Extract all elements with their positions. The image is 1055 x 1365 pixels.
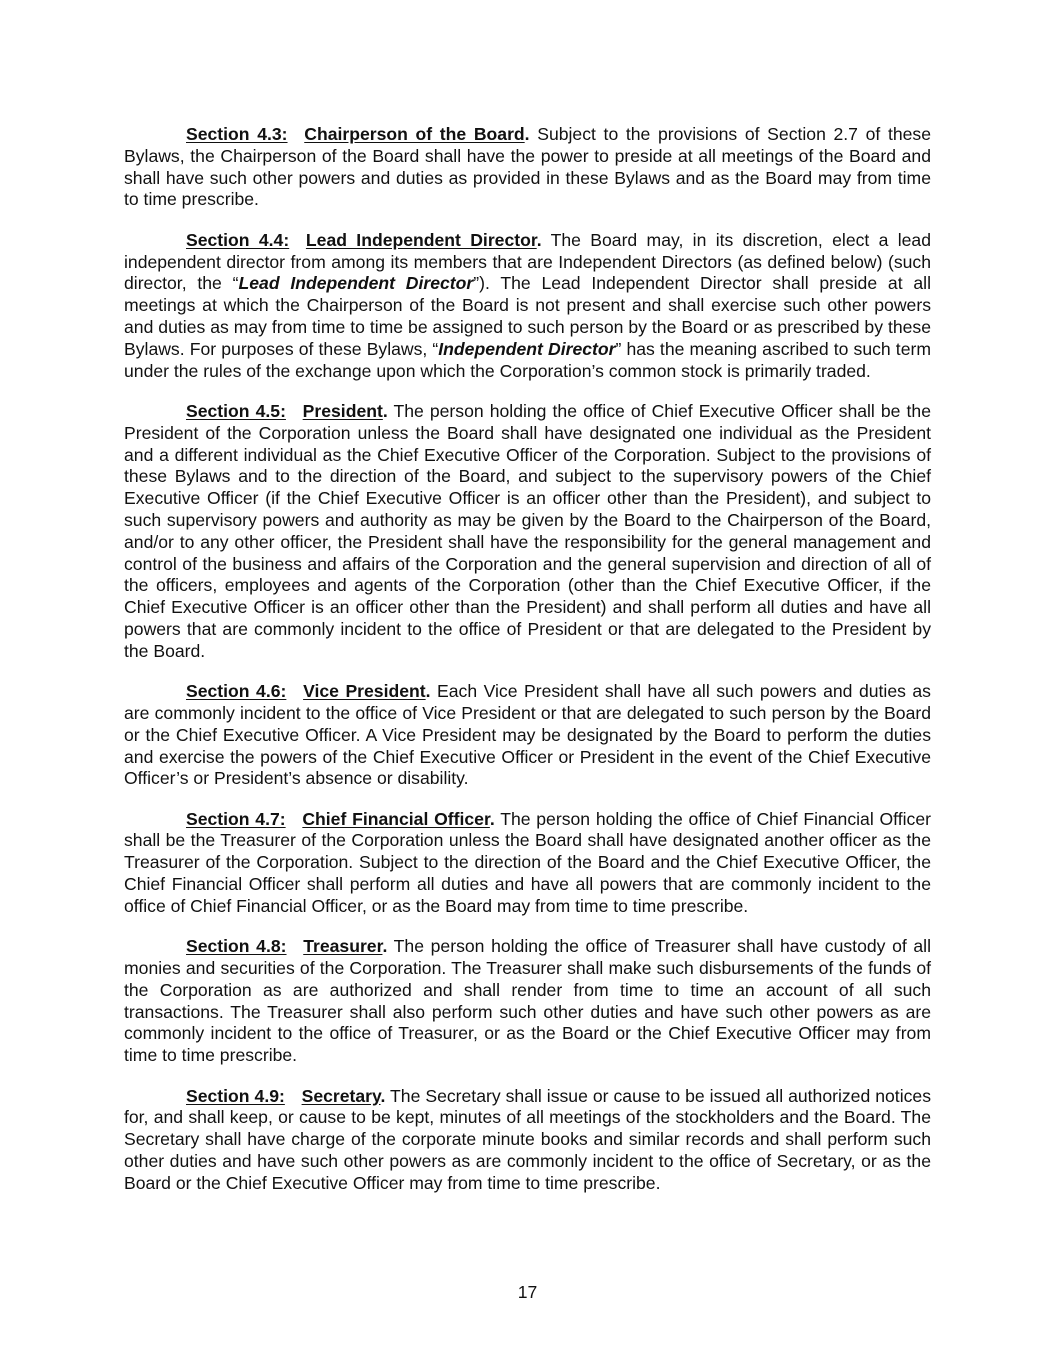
section-body: The person holding the office of Chief Executive Officer shall be the President of the Corporation unless the Board shall have designated one individual as the President and a different individual as the Chief Executive Officer of the Corporation. Subject to the provisions of these Bylaws and to the direction of the Board, and subject to the supervisory powers of the Chief Executive Officer (if the Chief Executive Officer is an officer other than the President), and subject to such supervisory powers and authority as may be given by the Board to the Chairperson of the Board, and/or to any other officer, the President shall have the responsibility for the general management and control of the business and affairs of the Corporation and the general supervision and direction of all of the officers, employees and agents of the Corporation (other than the Chief Executive Officer, if the Chief Executive Officer is an officer other than the President) and shall perform all duties and have all powers that are commonly incident to the office of President or that are delegated to the President by the Board. xyxy=(124,400,931,661)
section-title: Treasurer xyxy=(303,936,383,957)
section-title: Vice President xyxy=(303,681,426,702)
section-number: Section 4.8: xyxy=(186,936,287,957)
section-4-8 xyxy=(124,936,931,1067)
section-4-5 xyxy=(124,401,931,663)
section-number: Section 4.6: xyxy=(186,681,287,702)
section-body: The Board may, in its discretion, elect a lead independent director from among its members that are Independent Directors (as defined below) (such director, the “ xyxy=(124,229,931,294)
section-number: Section 4.7: xyxy=(186,808,286,829)
section-title: Secretary xyxy=(301,1085,381,1106)
section-body: The Secretary shall issue or cause to be issued all authorized notices for, and shall keep, or cause to be kept, minutes of all meetings of the stockholders and the Board. The Secretary shall have charge of the corporate minute books and similar records and shall perform such other duties and have such other powers as are commonly incident to the office of Secretary, or as the Board or the Chief Executive Officer may from time to time prescribe. xyxy=(124,1085,931,1193)
section-title: President xyxy=(302,400,383,421)
section-title: Lead Independent Director xyxy=(305,229,537,250)
section-title-period: . xyxy=(425,681,431,702)
section-number: Section 4.3: xyxy=(186,124,288,144)
section-number: Section 4.5: xyxy=(186,400,286,421)
section-number: Section 4.9: xyxy=(186,1085,285,1106)
section-title-period: . xyxy=(524,124,530,144)
section-4-7 xyxy=(124,809,931,918)
section-body: Each Vice President shall have all such powers and duties as are commonly incident to the office of Vice President or that are delegated to such person by the Board or the Chief Executive Officer. A Vice President may be designated by the Board to perform the duties and exercise the powers of the Chief Executive Officer or President in the event of the Chief Executive Officer’s or President’s absence or disability. xyxy=(124,681,931,789)
section-title-period: . xyxy=(382,936,388,957)
section-4-4 xyxy=(124,230,931,383)
section-4-6 xyxy=(124,681,931,790)
defined-term: Independent Director xyxy=(438,338,616,359)
section-title-period: . xyxy=(489,808,495,829)
section-body: Subject to the provisions of Section 2.7 of these Bylaws, the Chairperson of the Board shall have the power to preside at all meetings of the Board and shall have such other powers and duties as provided in these Bylaws and as the Board may from time to time prescribe. xyxy=(124,124,931,210)
defined-term: Lead Independent Director xyxy=(238,273,474,294)
section-title: Chairperson of the Board xyxy=(304,124,525,144)
section-title-period: . xyxy=(382,400,388,421)
page-number: 17 xyxy=(517,1282,538,1302)
section-body: ”). The Lead Independent Director shall preside at all meetings at which the Chairperson of the Board is not present and shall exercise such other powers and duties as may from time to time be assigned to such person by the Board or as prescribed by these Bylaws. For purposes of these Bylaws, “ xyxy=(124,273,931,359)
section-body: The person holding the office of Treasurer shall have custody of all monies and securities of the Corporation. The Treasurer shall make such disbursements of the funds of the Corporation as are authorized and shall render from time to time an account of all such transactions. The Treasurer shall also perform such other duties and have such other powers as are commonly incident to the office of Treasurer, or as the Board or the Chief Executive Officer may from time to time prescribe. xyxy=(124,936,931,1066)
section-title: Chief Financial Officer xyxy=(302,808,490,829)
section-4-3 xyxy=(124,124,931,211)
section-title-period: . xyxy=(536,229,542,250)
section-body: ” has the meaning ascribed to such term under the rules of the exchange upon which the Corporation’s common stock is primarily traded. xyxy=(124,338,931,381)
section-4-9 xyxy=(124,1086,931,1195)
section-body: The person holding the office of Chief Financial Officer shall be the Treasurer of the Corporation unless the Board shall have designated another officer as the Treasurer of the Corporation. Subject to the direction of the Board and the Chief Executive Officer, the Chief Financial Officer shall perform all duties and have all powers that are commonly incident to the office of Chief Financial Officer, or as the Board may from time to time prescribe. xyxy=(124,808,931,916)
section-title-period: . xyxy=(380,1085,386,1106)
document-page xyxy=(124,124,931,1213)
section-number: Section 4.4: xyxy=(186,229,290,250)
